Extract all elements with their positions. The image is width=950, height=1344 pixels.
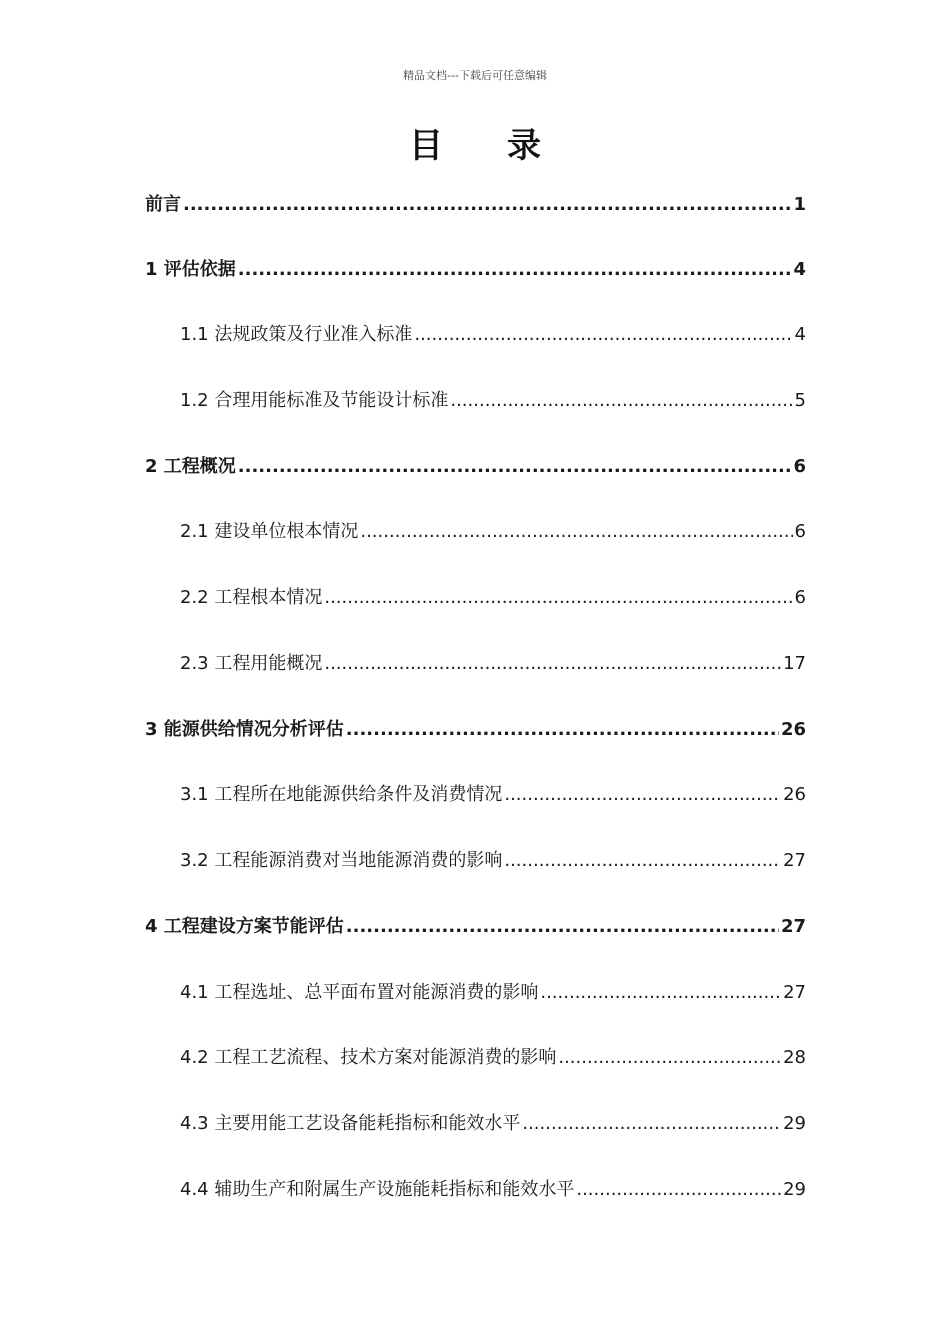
toc-leader-dots [360,519,792,545]
toc-entry-label: 1.2 合理用能标准及节能设计标准 [180,390,449,411]
toc-entry[interactable] [145,717,806,743]
toc-entry[interactable] [180,1045,806,1071]
toc-entry-label: 4.4 辅助生产和附属生产设施能耗指标和能效水平 [180,1179,575,1200]
toc-leader-dots [522,1111,781,1137]
toc-entry-page: 5 [794,390,806,411]
toc-entry[interactable] [180,980,806,1006]
toc-leader-dots [576,1177,781,1203]
toc-entry-page: 1 [793,194,806,215]
toc-leader-dots [346,914,779,940]
toc-entry-label: 4 工程建设方案节能评估 [145,916,344,937]
toc-entry-label: 3.1 工程所在地能源供给条件及消费情况 [180,784,503,805]
toc-entry-label: 2.2 工程根本情况 [180,587,323,608]
toc-entry-page: 29 [783,1113,806,1134]
toc-entry-page: 17 [783,653,806,674]
toc-entry-page: 26 [783,784,806,805]
toc-entry-page: 27 [783,850,806,871]
toc-entry-page: 6 [793,456,806,477]
toc-entry-label: 4.2 工程工艺流程、技术方案对能源消费的影响 [180,1047,557,1068]
toc-leader-dots [414,322,792,348]
toc-entry[interactable] [180,848,806,874]
toc-leader-dots [324,585,792,611]
toc-entry-label: 3 能源供给情况分析评估 [145,719,344,740]
toc-entry[interactable] [145,454,806,480]
toc-entry-page: 29 [783,1179,806,1200]
toc-entry-label: 2.1 建设单位根本情况 [180,521,359,542]
toc-entry-page: 6 [794,521,806,542]
toc-entry-label: 3.2 工程能源消费对当地能源消费的影响 [180,850,503,871]
toc-entry[interactable] [180,782,806,808]
toc-entry-label: 1.1 法规政策及行业准入标准 [180,324,413,345]
toc-entry[interactable] [145,914,806,940]
toc-entry-label: 前言 [145,194,181,215]
toc-leader-dots [540,980,781,1006]
toc-entry-page: 28 [783,1047,806,1068]
toc-leader-dots [504,848,781,874]
toc-leader-dots [183,192,791,218]
toc-entry-label: 2 工程概况 [145,456,236,477]
toc-entry[interactable] [145,192,806,218]
toc-entry-page: 4 [794,324,806,345]
toc-leader-dots [450,388,792,414]
toc-entry-label: 4.3 主要用能工艺设备能耗指标和能效水平 [180,1113,521,1134]
toc-entry[interactable] [180,388,806,414]
toc-entry-page: 27 [783,982,806,1003]
toc-entry-page: 27 [780,916,806,937]
toc-entry[interactable] [180,651,806,677]
toc-leader-dots [238,257,792,283]
toc-entry[interactable] [180,1177,806,1203]
page-title: 目录 [409,126,605,166]
toc-leader-dots [346,717,779,743]
toc-entry[interactable] [180,585,806,611]
toc-entry-label: 1 评估依据 [145,259,236,280]
toc-entry-page: 26 [780,719,806,740]
toc-leader-dots [558,1045,781,1071]
toc-entry-label: 2.3 工程用能概况 [180,653,323,674]
toc-entry[interactable] [180,1111,806,1137]
toc-entry-page: 4 [793,259,806,280]
page-header: 精品文档---下载后可任意编辑 [403,69,547,82]
toc-entry[interactable] [145,257,806,283]
toc-leader-dots [504,782,781,808]
toc-leader-dots [324,651,781,677]
toc-entry-page: 6 [794,587,806,608]
toc-entry[interactable] [180,322,806,348]
toc-entry[interactable] [180,519,806,545]
toc-entry-label: 4.1 工程选址、总平面布置对能源消费的影响 [180,982,539,1003]
toc-leader-dots [238,454,792,480]
